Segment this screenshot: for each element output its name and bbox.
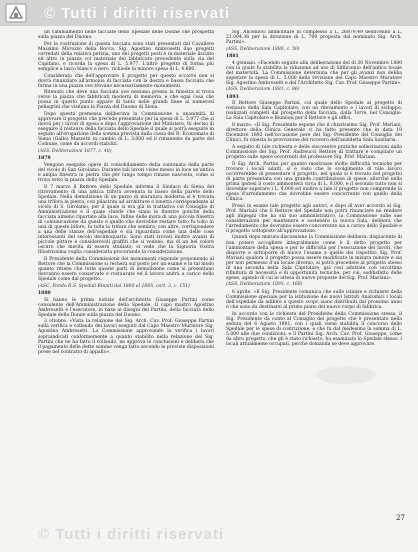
right-paragraph: Sig. Ancenioci ammontare in complesso a L. 26879,49 deducendo a L. 21.004.36 per la direzione di L. 700 proposta dal nominato Sig. Arch. Partini». [226,30,402,46]
right-year-heading: 1881 [226,54,239,60]
right-paragraph: 4 gennaio. «Facendo seguito alla deliberazione del di 30 Novembre 1880 con la quale fu stabilita la riduzione ad uso di Sifilicomio dell'antico locale del maternità. La Commissione determina che per gli avanzi non debba superare la spesa di L. 5.000 della revisione del Capo Maestro Muratore Sig. Agostino Ambrosetti e del l'Architetto Sig. Cav. Prof. Giuseppe Partini». [226,60,402,86]
archive-header-bar [0,0,418,26]
right-archive-reference: (ASS, Deliberazioni 1893, c. 168) [226,282,303,288]
right-paragraph: Il Sig. Arch. Partini per quanto mostrasse molte difficoltà tecniche per trovare i locali adatti, si è visto che lo svolgimento di tale lavoro occorrerebbe di presentare il progetto, nel quale si è trovato nel progetto di parte presentata con una grande contribuzione di spese, allorché nella prima ipotesi il costo ammonterà circa di L. 8.000, e il secondo tutto non si dovrebbe superare i L. 4.000 ed inoltre a tale il progetto non comprende la spesa d'arredamento che dovrebbe essere concorrente con quello della Clinica. [226,161,402,202]
faded-stamp-mark [316,366,376,384]
left-archive-reference: (ASC, Fondo R.S. Spedali Riuniti dal 1880 al 1885, cart. 3, c. 151) [38,283,190,289]
right-paragraph: Quindi dopo matura discussione la Commissione delibera: dispiacente di non potere accogliere integralmente come è il detto progetto per l'ammontare della spesa e per le difficoltà per l'esecuzione dei lavori, che disporre e sottoporre di nuovo l'esame a quello dei rispettivi Sig. Prof. Mariani qualora il progetto possa essere modificato in misura minore e sia per non permesso d'un locale diverso, si potrà procedere al progetto stesso di una seconda nella Sala Capitolare, già così adattate con un'ottima rifinitura di necessità e di opportunità tecniche, per cui, soddisfatto delle spese, agendo di cui in attesa di nuove proposte del Sig. Prof. Mariani». [226,235,402,281]
left-paragraph: Il 7 marzo il Rettore dello Spedale informa il Sindaco di Siena del ritrovamento di una antica trifora avvenuta in basso della parete dello Spedale. Nella demolizione di un pezzo di muratura moderna si è trovata una trifora in pietra, con pilastrini ad architrave e lunetta corrispondente al vicolo di S. Girolamo, per il quale si era già in trattativa col Consiglio di Amministrazione e il quale chiede che siano le finestre gotiche della facciata almeno riportate alla luce. Infine delle mura di una piccola finestra di comunicazione da questo e quello che dovrebbe restare tutto fu tolto in una di queste bifore, fu tolta la trifora che sembra, con altre, corrispondere a una delle stanze dell'ospedale e sia riguardata come una delle cose interessanti del secolo decimoquarto. Sono stati trovati inoltre avanzi di piccole pitture e considerevoli graffiti che si vedono, ma di un bel colore oscuro che merita di essere studiato; si vede che la Signoria Vostra Illustrissima voglia considerarla procurando la considerazione. [38,184,214,256]
right-year-heading: 1893 [226,94,239,100]
right-paragraph: Preso in esame tale progetto agli autori, e dopo di aver accordo al Sig. Prof. Mariani che il Rettore del Spedale non potrà rinunciare né rendere agli impegni che ha sul suo amministrativo, la Commissione sulle sue considerazioni per mantenere e sostenere la nuova Sala, delibera che l'arredamento che dovranno essere concorrente sia a carico dello Spedale e il progetto sottoposto all'approvazione. [226,203,402,234]
left-paragraph: Per la costruzione di questa facciata sono stati presentati dal Cavaliere Massimo Morozzo della Rocca, Sig. Agostino Ambrosetti due progetti corredati della relativa perizia, uno dei progetti posti è in materiale lisciato ed altro in piazza col materiale del fabbricato precedente sulla via del Capitano, e ricorda la spesa di L. 5.977. L'altro progetto di forma più semplice a lasco bianco e nero, richiede la minore spesa di L. 4.600. [38,41,214,72]
left-paragraph: Ritenuto che deve una facciata ove nessuno presso la finestra si trova verso la piazza che fabbricati moderni di memoria, e che ogni cosa che possa in questo punto appare di tanto nelle grandi linee ai numerosi pellegrini che visitano la Piazza del Duomo di Siena. [38,90,214,111]
right-paragraph: 8 marzo. «Il Sig. Presidente espone che il chiarissimo Sig. Prof. Mariani, direttore della Clinica Generale ci ha fatto presente che in data 18 Dicembre 1892 nell'occasione pere del Sig. Presidente del Consiglio dei Clinici, fu chiesta la provvisione del ricovero dell'anzidetta Sala Sanitaria. [226,123,402,144]
left-paragraph: Si hanno le prime notizie dell'architetto Giuseppe Partini come consulente dell'Amministrazione della Spedale. Il capo mastro Agostino Ambrosetti è l'esecutore, in base ai disegni del Partini, della facciata dello Spedale delle Donne sulla piazza del Duomo. [38,297,214,318]
right-paragraph: A seguito di tale richiesta e delle successive pratiche sollecitazioni dalla Commissione del Sig. Prof. Andreucci Rettore di trattare e compilare un progetto sulle opere occorrenti del professore Sig. Prof. Mariani. [226,144,402,160]
right-paragraph: Il Rettore Giuseppe Partini, col quale dello Spedale al progetto di restauro della Sala Capitolare, con un rilevamento e i lavori di sviluppo, realizzati completi dal prospetto della facciata, dalla Torre, nel Consiglio. La Sala Capitolare e Riunioni per il Rettore e gli uffici. [226,101,402,122]
copyright-watermark: © Tutti i diritti riservati [44,5,231,22]
right-archive-reference: (ASS, Deliberazioni 1880, c. 50) [226,46,300,52]
right-paragraph: In accordo con le richieste del Presidente della Commissione stessa, il Sig. Presidente dà conto al Consiglio del progetto che è presentato nella seduta del 6 Agosto 1891, con i quali viene stabilita il concorso dello Spedale per le spese di costruzione, e che fu dal medesimo la somma di L. 5.000 alle due condizioni, e il Partini Sig. Arch. Cav. Prof. Giuseppe, come da altro progetto, che gli è stato richiesto, ha esaminato lo Spedale stesso, i locali attualmente occupati, perché domanda se deve approvare. [226,311,402,347]
left-paragraph: Considerato che dell'approvare il progetto per questo occorre non si dovrà rinunziare all'armonia di facciata con la destra e bassa facciata che forma in una piazza ove trovano necessariamente monumenti. [38,73,214,89]
right-text-column [226,30,402,520]
left-paragraph: 3 ottobre. «Vista la relazione del Sig. Arch. Cav. Prof. Giuseppe Partini sulla verifica e collaudo dei lavori eseguiti dal Capo Maestro Muratore Sig. Agostino Ambrosetti. La Commissione approvando la verifica i lavori sopraindicati conformemente a quanto stabilito nella relazione del Sig. Partini che ne ha fatto il collaudo, ne approva le conclusioni e delibera che il pagamento delle dette somme venga fatto secondo le previste disposizioni prese nel contratto di appalto». [38,319,214,355]
right-archive-reference: (ASS, Deliberazioni 1881, c. 86) [226,87,300,93]
left-paragraph: Vengono eseguite opere di consolidamento della cantonata della parte del vicolo di San Girolamo. Durante tali lavori viene messo in luce un'antica e ampia finestra in pietra che per lungo tempo rimase nascosta, come si trova sotto la piazza dello Spedale. [38,162,214,184]
left-paragraph: un cambiamento nelle facciate dello Spedale delle Donne che prospetta sulla piazza del Duomo. [38,30,214,41]
left-paragraph: Il Presidente della Commissione dei monumenti risponde proponendo al Rettore che la Commissione si recherà sul posto per un esame e in tal modo quanto ritiene che tutte queste parti di demolizione come si presentano dovranno essere conservate e restaurate ed il lavoro andrà a carico dello Spedale come dal progetto. [38,256,214,283]
copyright-watermark-footer: © Tutti i diritti riservati [38,526,225,543]
left-paragraph: Dopo questa premessa deliberava la Commissione a unanimità di approvare il progetto che precede presentato per la spesa di L. 5.977 che si dovrà per i lavori di spesa e dopo l'approvazione del Ministero, fu deciso di eseguire il restauro della facciata dello Spedale il quale si potrà eseguire in seguito all'erogazione della somma prevista dalla cassa del R. Economato di Siena (Gallo) Mazzetti in cambio di L. 3.000 ed il rimanente da parte del Comune, come da accordi stabiliti. [38,112,214,148]
left-archive-reference: (ASS. Deliberazioni 1877, c. 48) [38,149,112,154]
right-paragraph: 6 aprile. «Il Sig. Presidente comunica che sulle istanze e richieste della Commissione speciale per la istituzione dei nuovi Istituti Anatomici i locali dell'ospedale da adibire a questo scopo siano distribuiti dal prossimo anno e che sono da destinarsi al primo piano del nuovo corpo di fabbrica. [226,289,402,311]
left-year-heading: 1879 [38,156,51,162]
left-text-column [38,30,214,520]
page-number: 27 [396,514,405,522]
left-year-heading: 1880 [38,291,51,297]
archive-logo-icon [5,3,27,23]
